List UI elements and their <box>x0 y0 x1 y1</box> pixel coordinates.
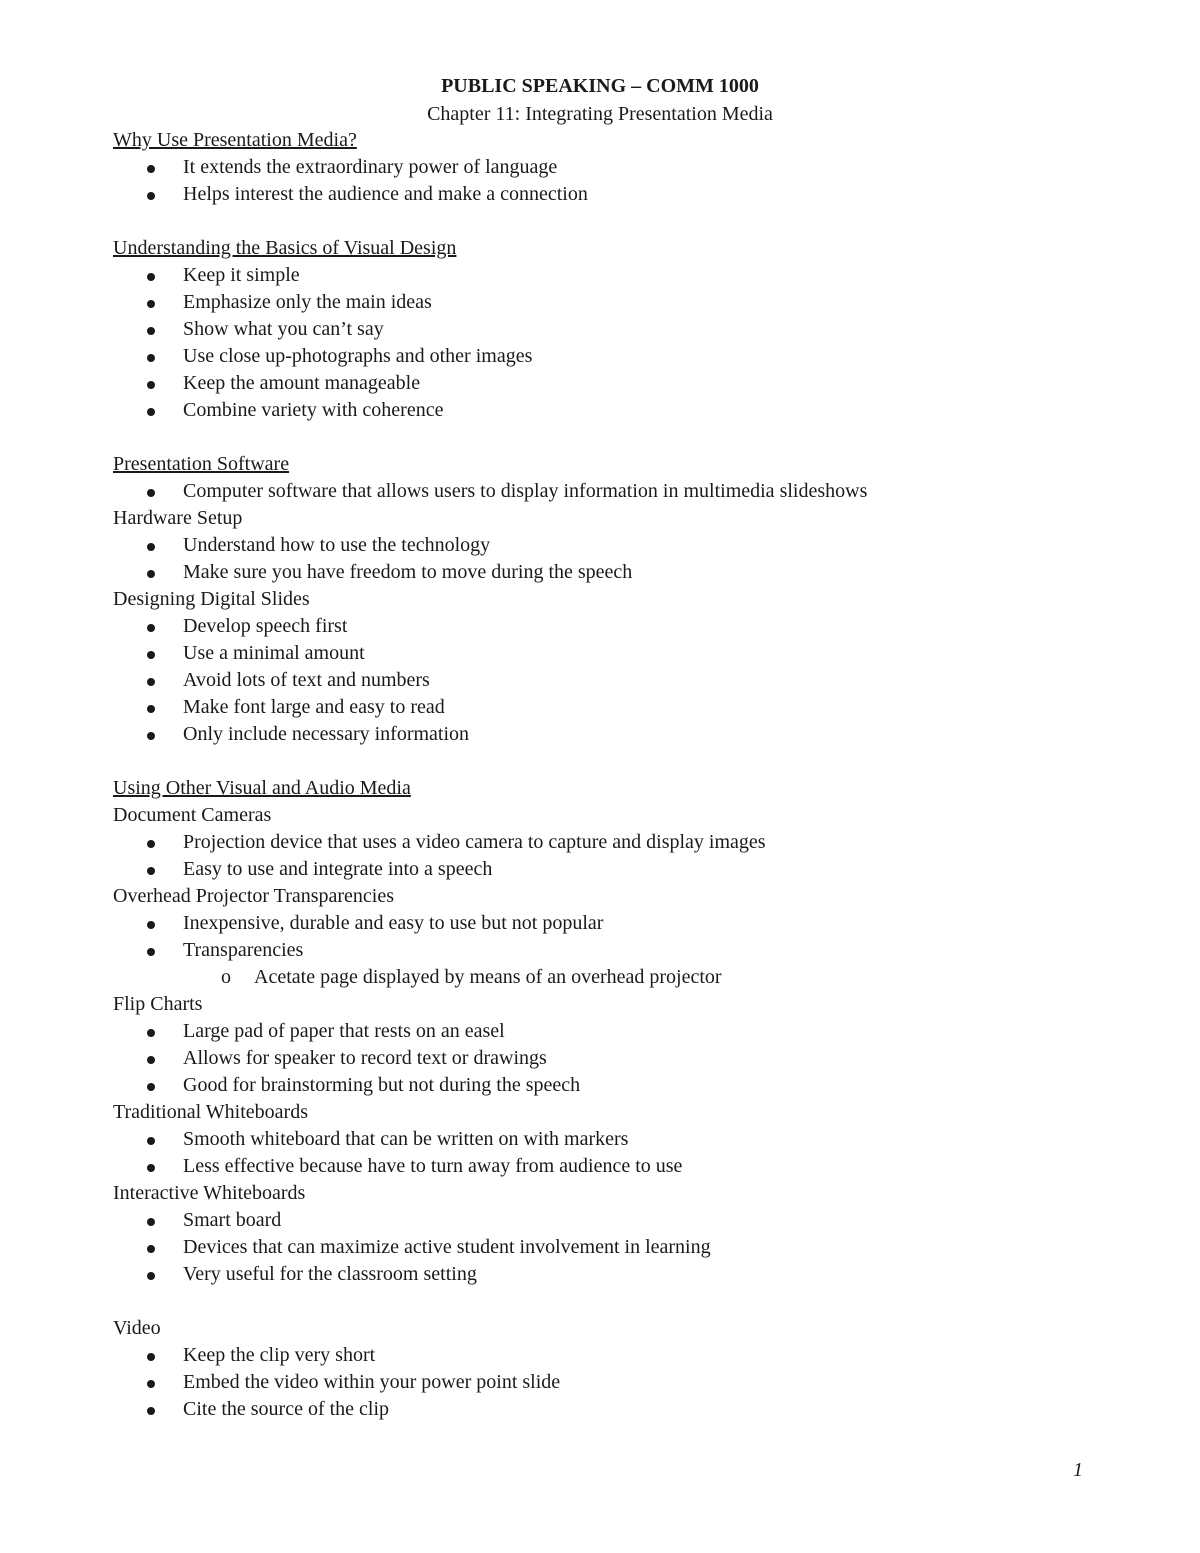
list-item: Use a minimal amount <box>113 640 1113 667</box>
chapter-subtitle: Chapter 11: Integrating Presentation Media <box>427 103 773 125</box>
bullet-icon <box>147 1353 155 1361</box>
bullet-icon <box>147 624 155 632</box>
list-item: Use close up-photographs and other images <box>113 343 1113 370</box>
list-item: Transparencies <box>113 937 1113 964</box>
bullet-icon <box>147 1407 155 1415</box>
list-item: Devices that can maximize active student involvement in learning <box>113 1234 1113 1261</box>
bullet-icon <box>147 354 155 362</box>
section-heading-basics: Understanding the Basics of Visual Design <box>113 237 457 259</box>
list-item: Combine variety with coherence <box>113 397 1113 424</box>
bullet-icon <box>147 570 155 578</box>
bullet-icon <box>147 192 155 200</box>
bullet-icon <box>147 1380 155 1388</box>
bullet-icon <box>147 732 155 740</box>
subheading-document-cameras: Document Cameras <box>113 804 272 826</box>
bullet-icon <box>147 705 155 713</box>
bullet-icon <box>147 1056 155 1064</box>
list-item: Smart board <box>113 1207 1113 1234</box>
list-item: Good for brainstorming but not during the speech <box>113 1072 1113 1099</box>
list-item: Emphasize only the main ideas <box>113 289 1113 316</box>
bullet-icon <box>147 408 155 416</box>
bullet-icon <box>147 1137 155 1145</box>
list-item: Inexpensive, durable and easy to use but not popular <box>113 910 1113 937</box>
bullet-icon <box>147 1083 155 1091</box>
list-item: Helps interest the audience and make a connection <box>113 181 1113 208</box>
bullet-icon <box>147 165 155 173</box>
list-item: Smooth whiteboard that can be written on with markers <box>113 1126 1113 1153</box>
bullet-icon <box>147 1164 155 1172</box>
bullet-icon <box>147 543 155 551</box>
list-item: Easy to use and integrate into a speech <box>113 856 1113 883</box>
subheading-interactive-whiteboards: Interactive Whiteboards <box>113 1182 306 1204</box>
list-item: Keep the clip very short <box>113 1342 1113 1369</box>
bullet-icon <box>147 651 155 659</box>
list-item: Develop speech first <box>113 613 1113 640</box>
list-item: It extends the extraordinary power of language <box>113 154 1113 181</box>
list-item: Computer software that allows users to display information in multimedia slideshows <box>113 478 1113 505</box>
bullet-icon <box>147 1272 155 1280</box>
subheading-video: Video <box>113 1317 161 1339</box>
list-item: Understand how to use the technology <box>113 532 1113 559</box>
bullet-icon <box>147 489 155 497</box>
list-item: Keep the amount manageable <box>113 370 1113 397</box>
bullet-icon <box>147 1029 155 1037</box>
section-heading-other-media: Using Other Visual and Audio Media <box>113 777 411 799</box>
list-item: Embed the video within your power point slide <box>113 1369 1113 1396</box>
bullet-icon <box>147 1245 155 1253</box>
subheading-flip-charts: Flip Charts <box>113 993 203 1015</box>
list-item: Allows for speaker to record text or drawings <box>113 1045 1113 1072</box>
list-item: Large pad of paper that rests on an easel <box>113 1018 1113 1045</box>
bullet-icon <box>147 300 155 308</box>
bullet-icon <box>147 1218 155 1226</box>
bullet-icon <box>147 381 155 389</box>
list-item: Keep it simple <box>113 262 1113 289</box>
subheading-traditional-whiteboards: Traditional Whiteboards <box>113 1101 308 1123</box>
section-heading-software: Presentation Software <box>113 453 290 475</box>
list-item: Projection device that uses a video camera to capture and display images <box>113 829 1113 856</box>
notes-content <box>113 127 1113 1423</box>
subheading-overhead: Overhead Projector Transparencies <box>113 885 395 907</box>
bullet-icon <box>147 273 155 281</box>
list-item: Make sure you have freedom to move during the speech <box>113 559 1113 586</box>
page-number: 1 <box>1073 1459 1083 1481</box>
list-item: Show what you can’t say <box>113 316 1113 343</box>
list-item: Very useful for the classroom setting <box>113 1261 1113 1288</box>
list-item: Make font large and easy to read <box>113 694 1113 721</box>
bullet-icon <box>147 867 155 875</box>
subheading-slides: Designing Digital Slides <box>113 588 310 610</box>
bullet-icon <box>147 921 155 929</box>
section-heading-why: Why Use Presentation Media? <box>113 129 357 151</box>
list-item: Less effective because have to turn away from audience to use <box>113 1153 1113 1180</box>
circle-bullet-icon: o <box>221 966 231 988</box>
subheading-hardware: Hardware Setup <box>113 507 243 529</box>
list-item: Avoid lots of text and numbers <box>113 667 1113 694</box>
list-item: Only include necessary information <box>113 721 1113 748</box>
bullet-icon <box>147 327 155 335</box>
document-title: PUBLIC SPEAKING – COMM 1000 <box>441 75 759 97</box>
sub-list-item: o Acetate page displayed by means of an overhead projector <box>113 964 1113 991</box>
bullet-icon <box>147 678 155 686</box>
list-item: Cite the source of the clip <box>113 1396 1113 1423</box>
bullet-icon <box>147 840 155 848</box>
bullet-icon <box>147 948 155 956</box>
